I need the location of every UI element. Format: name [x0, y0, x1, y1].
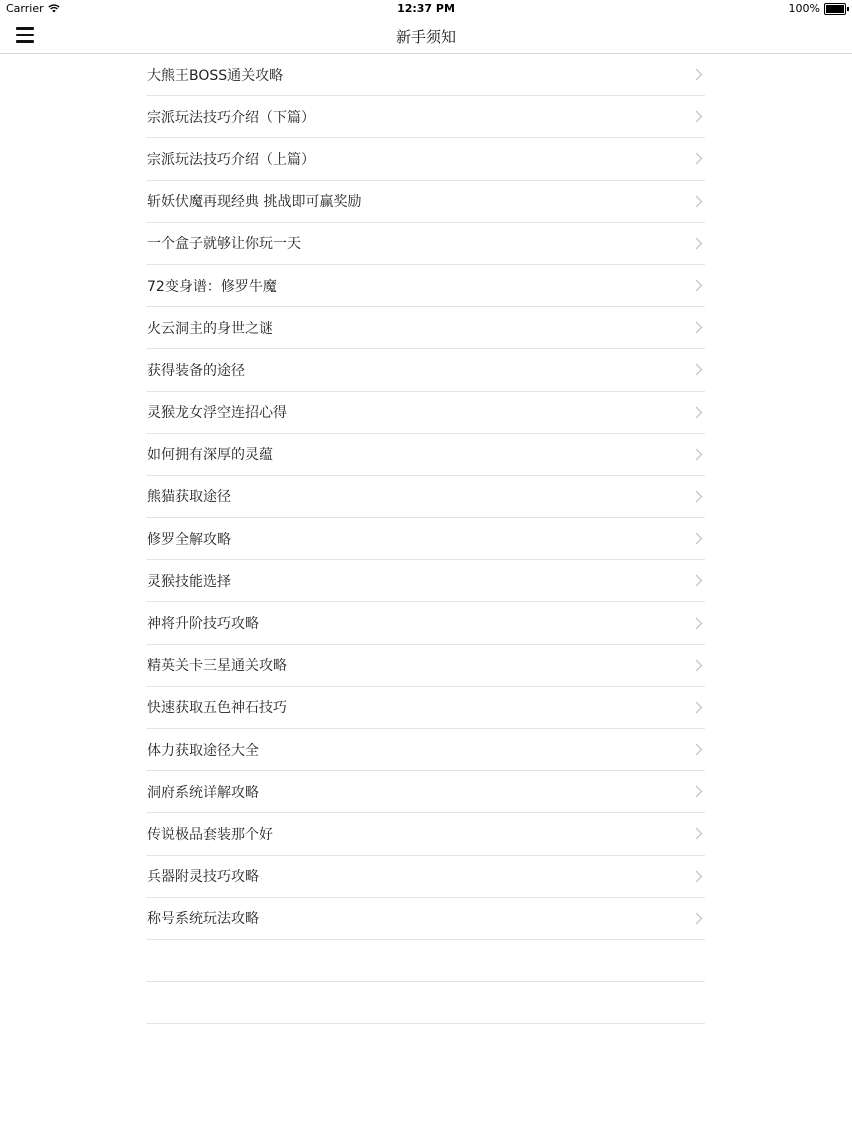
chevron-right-icon	[695, 237, 703, 250]
chevron-right-icon	[695, 406, 703, 419]
chevron-right-icon	[695, 448, 703, 461]
chevron-right-icon	[695, 152, 703, 165]
status-time: 12:37 PM	[397, 2, 455, 15]
list-item[interactable]	[146, 307, 705, 349]
list-item-label: 兵器附灵技巧攻略	[147, 869, 259, 886]
list-item-label: 斩妖伏魔再现经典 挑战即可赢奖励	[147, 194, 362, 211]
list-item-label: 宗派玩法技巧介绍（上篇）	[147, 151, 315, 168]
chevron-right-icon	[695, 912, 703, 925]
chevron-right-icon	[695, 743, 703, 756]
chevron-right-icon	[695, 110, 703, 123]
list-item-label: 大熊王BOSS通关攻略	[147, 67, 284, 84]
chevron-right-icon	[695, 279, 703, 292]
list-item[interactable]	[146, 518, 705, 560]
chevron-right-icon	[695, 574, 703, 587]
list-item-label: 火云洞主的身世之谜	[147, 320, 273, 337]
chevron-right-icon	[695, 321, 703, 334]
battery-percent: 100%	[788, 2, 820, 15]
navigation-bar	[0, 18, 852, 54]
status-right	[789, 2, 846, 15]
list-item[interactable]	[146, 265, 705, 307]
list-item[interactable]	[146, 645, 705, 687]
list-item-label: 称号系统玩法攻略	[147, 911, 259, 928]
list-item[interactable]	[146, 223, 705, 265]
chevron-right-icon	[695, 68, 703, 81]
status-bar	[0, 0, 852, 18]
list-item[interactable]	[146, 687, 705, 729]
list-item[interactable]	[146, 856, 705, 898]
chevron-right-icon	[695, 785, 703, 798]
chevron-right-icon	[695, 870, 703, 883]
list-item-label: 洞府系统详解攻略	[147, 784, 259, 801]
page-title: 新手须知	[395, 28, 456, 46]
list-item-label: 灵猴龙女浮空连招心得	[147, 405, 287, 422]
article-list	[146, 54, 705, 1024]
list-item-label: 72变身谱：修罗牛魔	[147, 278, 277, 295]
list-item[interactable]	[146, 392, 705, 434]
chevron-right-icon	[695, 701, 703, 714]
list-item[interactable]	[146, 138, 705, 180]
list-item-label: 宗派玩法技巧介绍（下篇）	[147, 109, 315, 126]
list-item-label: 熊猫获取途径	[147, 489, 231, 506]
list-item[interactable]	[146, 434, 705, 476]
chevron-right-icon	[695, 617, 703, 630]
list-item[interactable]	[146, 813, 705, 855]
list-item[interactable]	[146, 181, 705, 223]
chevron-right-icon	[695, 827, 703, 840]
chevron-right-icon	[695, 659, 703, 672]
list-item[interactable]	[146, 771, 705, 813]
list-item[interactable]	[146, 560, 705, 602]
list-item-label: 精英关卡三星通关攻略	[147, 658, 287, 675]
list-item[interactable]	[146, 729, 705, 771]
chevron-right-icon	[695, 490, 703, 503]
chevron-right-icon	[695, 195, 703, 208]
list-item-label: 如何拥有深厚的灵蕴	[147, 447, 273, 464]
empty-row	[146, 940, 705, 982]
list-item-label: 神将升阶技巧攻略	[147, 616, 259, 633]
list-item-label: 传说极品套装那个好	[147, 826, 273, 843]
list-item-label: 修罗全解攻略	[147, 531, 231, 548]
list-item-label: 灵猴技能选择	[147, 573, 231, 590]
list-item-label: 获得装备的途径	[147, 362, 245, 379]
list-item-label: 体力获取途径大全	[147, 742, 259, 759]
list-item[interactable]	[146, 476, 705, 518]
chevron-right-icon	[695, 363, 703, 376]
list-item[interactable]	[146, 602, 705, 644]
carrier-label: Carrier	[6, 2, 44, 15]
empty-row	[146, 982, 705, 1024]
list-item[interactable]	[146, 54, 705, 96]
list-item[interactable]	[146, 898, 705, 940]
list-item[interactable]	[146, 349, 705, 391]
list-item-label: 快速获取五色神石技巧	[147, 700, 287, 717]
chevron-right-icon	[695, 532, 703, 545]
list-item[interactable]	[146, 96, 705, 138]
list-item-label: 一个盒子就够让你玩一天	[147, 236, 301, 253]
battery-icon	[824, 3, 846, 15]
